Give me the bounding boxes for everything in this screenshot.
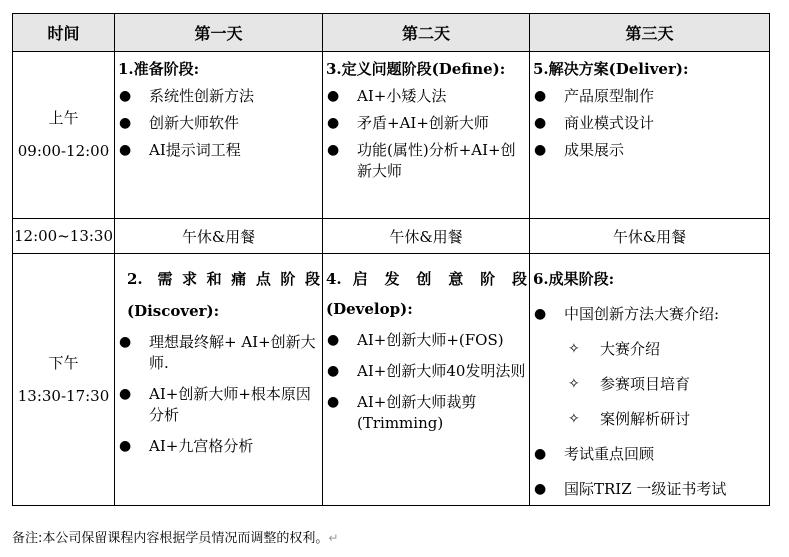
afternoon-day3-title: 6.成果阶段: [533,270,615,288]
bullet-dot-icon: ● [119,386,132,402]
list-item: ● AI+创新大师+(FOS) [327,331,504,349]
list-item: ● 理想最终解+ AI+创新大师. [119,333,316,372]
morning-day3-title: 5.解决方案(Deliver): [533,60,689,78]
afternoon-row [13,254,770,506]
bullet-dot-icon: ● [119,88,132,104]
list-item: ● 创新大师软件 [119,114,240,132]
bullet-dot-icon: ● [534,115,547,131]
afternoon-day2-title: 4. 启 发 创 意 阶 段 [326,270,527,288]
list-item: ● 国际TRIZ 一级证书考试 [534,480,727,498]
header-row [13,14,770,52]
bullet-dot-icon: ● [327,88,340,104]
morning-day2-title: 3.定义问题阶段(Define): [326,60,506,78]
afternoon-day2-title2: (Develop): [326,300,413,318]
morning-label: 上午 [48,109,79,127]
list-item: ● AI+创新大师裁剪(Trimming) [327,393,477,432]
bullet-dot-icon: ● [119,334,132,350]
list-item: ● 成果展示 [534,141,625,159]
bullet-dot-icon: ● [534,481,547,497]
bullet-dot-icon: ● [327,332,340,348]
afternoon-day1-title: 2. 需求和痛点阶段 [127,270,320,288]
lunch-day2: 午休&用餐 [323,219,530,254]
header-time: 时间 [13,14,115,52]
bullet-dot-icon: ● [119,115,132,131]
morning-day3-cell [530,52,770,219]
list-item: ● 产品原型制作 [534,87,655,105]
morning-row [13,52,770,219]
header-day2: 第二天 [323,14,530,52]
bullet-dot-icon: ● [327,115,340,131]
bullet-dot-icon: ● [327,142,340,158]
afternoon-day2-cell [323,254,530,506]
afternoon-day3-cell [530,254,770,506]
list-item: ● 矛盾+AI+创新大师 [327,114,489,132]
morning-day1-title: 1.准备阶段: [118,60,200,78]
list-item: ● AI+九宫格分析 [119,437,254,455]
bullet-dot-icon: ● [534,142,547,158]
list-item: ● 中国创新方法大赛介绍: [534,305,720,323]
bullet-dot-icon: ● [327,394,340,410]
bullet-diamond-icon: ✧ [568,411,580,427]
header-day3: 第三天 [530,14,770,52]
bullet-dot-icon: ● [534,306,547,322]
bullet-dot-icon: ● [119,142,132,158]
schedule-table [12,13,770,506]
bullet-diamond-icon: ✧ [568,341,580,357]
bullet-diamond-icon: ✧ [568,376,580,392]
afternoon-range: 13:30-17:30 [17,386,110,405]
bullet-dot-icon: ● [327,363,340,379]
list-item: ● AI提示词工程 [119,141,241,159]
header-day1: 第一天 [115,14,323,52]
afternoon-label: 下午 [48,353,79,372]
return-mark-icon: ↵ [328,531,339,545]
list-item: ● AI+小矮人法 [327,87,447,105]
sub-list-item: ✧ 参赛项目培育 [568,375,691,393]
lunch-day1: 午休&用餐 [115,219,323,254]
lunch-row [13,219,770,254]
list-item: ● 商业模式设计 [534,114,655,132]
morning-range: 09:00-12:00 [17,142,110,160]
lunch-time: 12:00~13:30 [13,219,115,254]
list-item: ● AI+创新大师+根本原因分析 [119,385,311,424]
sub-list-item: ✧ 大赛介绍 [568,340,661,358]
morning-day1-cell [115,52,323,219]
list-item: ● 考试重点回顾 [534,445,655,463]
sub-list-item: ✧ 案例解析研讨 [568,410,691,428]
afternoon-time-cell [13,254,115,506]
list-item: ● AI+创新大师40发明法则 [327,362,526,380]
morning-day2-cell [323,52,530,219]
afternoon-day1-cell [115,254,323,506]
bullet-dot-icon: ● [534,446,547,462]
list-item: ● 功能(属性)分析+AI+创新大师 [327,141,516,180]
afternoon-day1-title2: (Discover): [127,302,220,320]
bullet-dot-icon: ● [534,88,547,104]
lunch-day3: 午休&用餐 [530,219,770,254]
morning-time-cell [13,52,115,219]
list-item: ● 系统性创新方法 [119,87,255,105]
bullet-dot-icon: ● [119,438,132,454]
footnote: 备注:本公司保留课程内容根据学员情况而调整的权利。↵ [12,531,339,546]
